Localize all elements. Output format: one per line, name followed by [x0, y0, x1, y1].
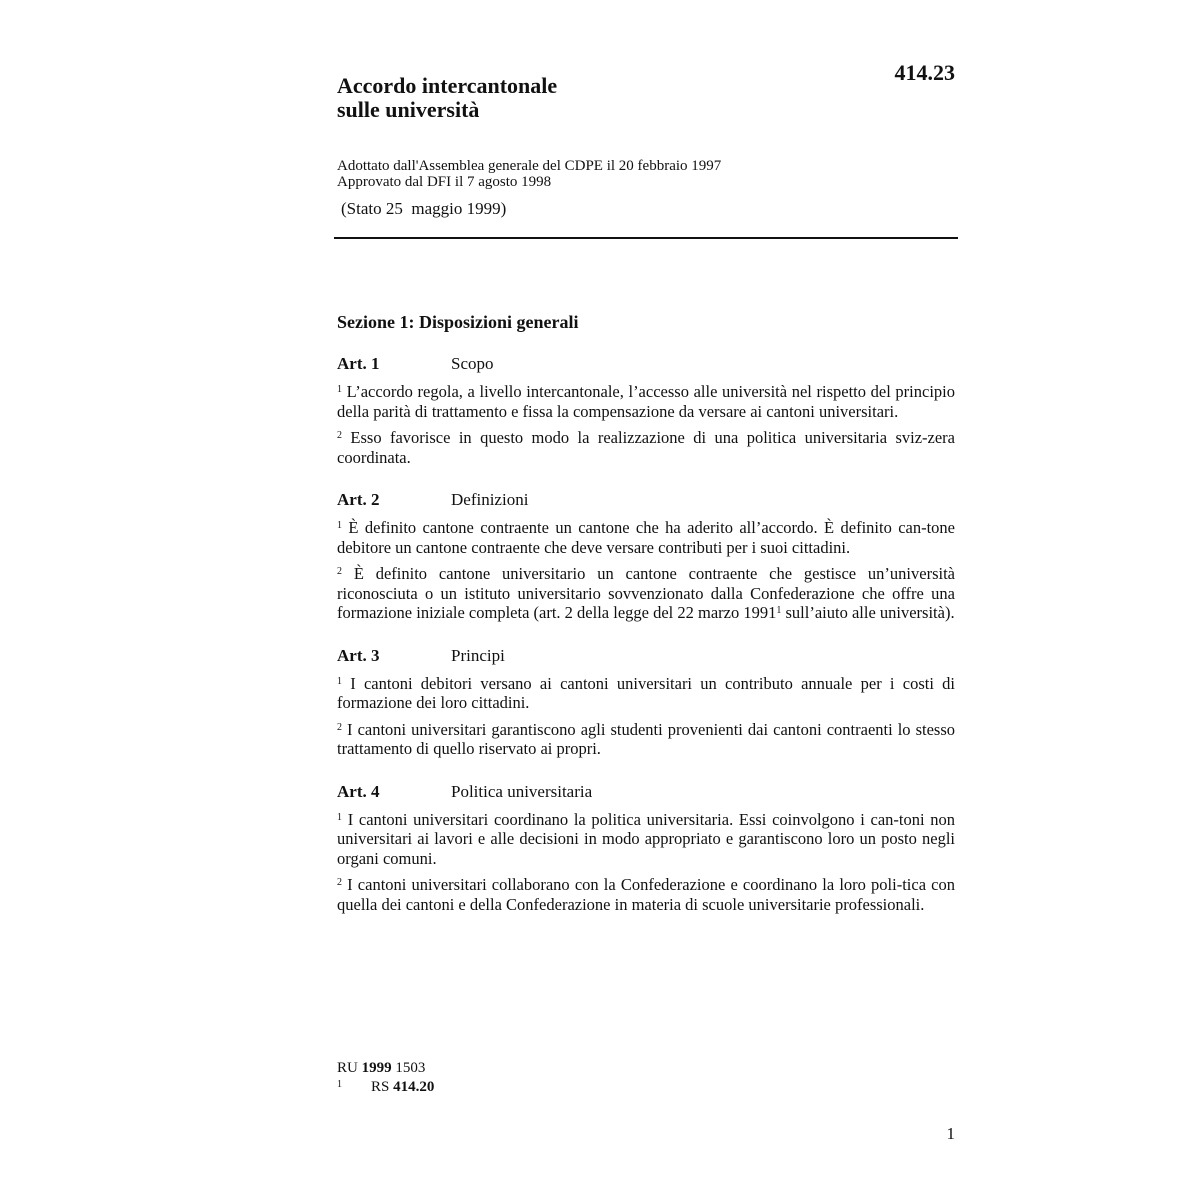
paragraph-text: I cantoni universitari coordinano la politica universitaria. Essi coinvolgono i can-toni non universitari ai lavori e alle decisioni in modo appropriato e garantiscono loro un posto negli organi comuni. [337, 809, 955, 868]
article-number: Art. 2 [337, 490, 380, 509]
article-paragraph [337, 875, 955, 914]
footnotes [337, 1059, 434, 1097]
article-3 [337, 646, 955, 759]
paragraph-number: 2 [337, 721, 342, 733]
adopted-line-1: Adottato dall'Assemblea generale del CDPE il 20 febbraio 1997 [337, 158, 722, 174]
article-title: Definizioni [451, 490, 529, 509]
paragraph-text: Esso favorisce in questo modo la realizzazione di una politica universitaria sviz-zera coordinata. [337, 428, 956, 467]
article-paragraph [337, 810, 955, 869]
document-number: 414.23 [894, 60, 955, 85]
paragraph-number: 2 [337, 877, 342, 888]
paragraph-text: È definito cantone universitario un cantone contraente che gestisce un’università riconosciuta o un istituto universitario sovvenzionato dalla Confederazione che offre una formazione iniziale completa (art. 2 della legge del 22 marzo 1991 [337, 564, 955, 622]
article-heading [337, 490, 955, 510]
article-number: Art. 3 [337, 645, 380, 665]
paragraph-text: I cantoni debitori versano ai cantoni universitari un contributo annuale per i costi di formazione dei loro cittadini. [337, 673, 955, 712]
title-line-1: Accordo intercantonale [337, 73, 558, 98]
article-paragraph [337, 382, 955, 421]
paragraph-number: 1 [337, 811, 342, 823]
article-title: Principi [451, 645, 505, 665]
article-paragraph [337, 720, 955, 759]
page-number: 1 [946, 1124, 955, 1143]
ru-year: 1999 [361, 1060, 392, 1076]
ru-page: 1503 [395, 1060, 426, 1076]
paragraph-number: 1 [337, 384, 342, 395]
paragraph-number: 1 [337, 520, 342, 531]
section-title: Sezione 1: Disposizioni generali [337, 312, 579, 332]
title-line-2: sulle università [337, 97, 480, 122]
article-heading [337, 354, 955, 374]
article-paragraph [337, 428, 955, 467]
footnote-reference-number: 414.20 [393, 1079, 435, 1095]
article-1 [337, 354, 955, 467]
paragraph-number: 2 [337, 566, 342, 577]
main-content [337, 310, 955, 937]
article-paragraph [337, 518, 955, 557]
paragraph-number: 1 [337, 675, 342, 687]
status-date: (Stato 25 maggio 1999) [341, 199, 507, 218]
article-heading [337, 646, 955, 666]
adoption-info [337, 158, 721, 190]
ru-prefix: RU [337, 1060, 358, 1076]
paragraph-text: I cantoni universitari garantiscono agli studenti provenienti dai cantoni contraenti lo stesso trattamento di quello riservato ai propri. [337, 719, 956, 758]
article-number: Art. 1 [337, 354, 380, 373]
document-title [337, 74, 557, 122]
article-paragraph [337, 564, 955, 623]
paragraph-text: L’accordo regola, a livello intercantonale, l’accesso alle università nel rispetto del principio della parità di trattamento e fissa la compensazione da versare ai cantoni universitari. [337, 382, 955, 421]
article-heading [337, 782, 955, 802]
article-title: Scopo [451, 354, 494, 373]
adopted-line-2: Approvato dal DFI il 7 agosto 1998 [337, 174, 552, 190]
article-number: Art. 4 [337, 781, 380, 801]
article-2 [337, 490, 955, 623]
paragraph-text-continued: sull’aiuto alle università). [781, 603, 955, 622]
paragraph-number: 2 [337, 430, 342, 441]
footnote-mark: 1 [337, 1079, 342, 1090]
footnote-1 [337, 1078, 434, 1097]
footnote-prefix: RS [371, 1079, 390, 1095]
footnote-reference[interactable]: 1 [776, 605, 782, 616]
article-title: Politica universitaria [451, 781, 593, 801]
header-divider [334, 237, 958, 239]
article-paragraph [337, 674, 955, 713]
paragraph-text: I cantoni universitari collaborano con la Confederazione e coordinano la loro poli-tica con quella dei cantoni e della Confederazione in materia di scuole universitarie professionali. [337, 875, 956, 914]
article-4 [337, 782, 955, 915]
paragraph-text: È definito cantone contraente un cantone che ha aderito all’accordo. È definito can-tone debitore un cantone contraente che deve versare contributi per i suoi cittadini. [337, 518, 955, 557]
